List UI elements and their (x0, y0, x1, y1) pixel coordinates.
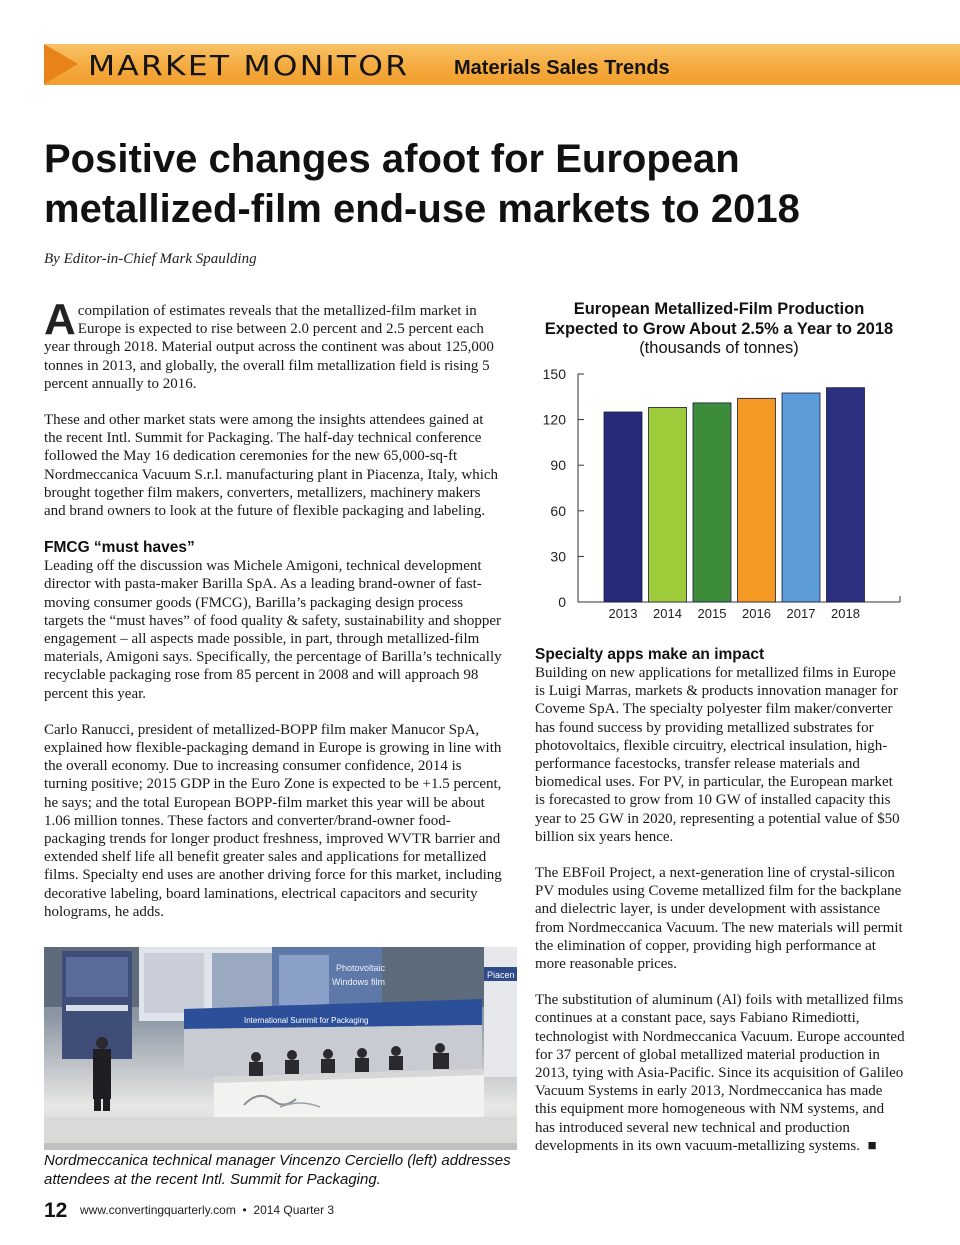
chart-title-block (536, 300, 902, 359)
x-tick-label: 2014 (653, 606, 682, 621)
y-tick-label: 30 (550, 548, 566, 565)
section-subtitle: Materials Sales Trends (454, 57, 670, 79)
screen-text: Photovoltaic (336, 963, 386, 973)
paragraph: Carlo Ranucci, president of metallized-BOPP film maker Manucor SpA, explained how flexible-packaging demand in Europe is growing in line with the overall economy. Due to increasing consumer confidence, 2014 is turning positive; 2015 GDP in the Euro Zone is expected to be +1.5 percent, he says; and the total European BOPP-film market this year will be about 1.06 million tonnes. These factors and converter/brand-owner food-packaging trends for longer product freshness, improved WVTR barrier and extended shelf life all benefit greater sales and applications for metallized films. Specialty end uses are another driving force for this market, including decorative labeling, board laminations, electrical capacitors and security holograms, he adds. (44, 721, 502, 920)
arrow-icon (44, 44, 78, 84)
bar-2017 (782, 393, 820, 602)
conference-photo (44, 947, 517, 1150)
left-column (44, 295, 502, 921)
screen-text: Piacen (487, 970, 515, 980)
x-tick-label: 2013 (608, 606, 638, 621)
bar-2013 (604, 412, 642, 602)
bar-2018 (827, 388, 865, 602)
x-tick-label: 2017 (786, 606, 816, 621)
chart-subtitle: (thousands of tonnes) (639, 339, 799, 357)
x-tick-label: 2016 (742, 606, 771, 621)
paragraph-intro-text: compilation of estimates reveals that the metallized-film market in Europe is expected to rise between 2.0 percent and 2.5 percent each year through 2018. Material output across the continent was about 125,000 tonnes in 2013, and globally, the overall film metallization field is rising 5 percent annually to 2016. (44, 303, 494, 392)
paragraph-final (535, 991, 905, 1155)
screen-text: International Summit for Packaging (244, 1016, 369, 1025)
subhead-fmcg: FMCG “must haves” (44, 539, 195, 557)
footer-info (80, 1203, 334, 1217)
end-mark-icon: ■ (867, 1137, 877, 1154)
article-headline: Positive changes afoot for European metallized-film end-use markets to 2018 (44, 137, 800, 231)
drop-cap: A (44, 295, 76, 344)
y-tick-label: 0 (558, 594, 566, 610)
y-tick-label: 150 (542, 366, 566, 382)
bar-2014 (649, 407, 687, 602)
section-title: MARKET MONITOR (88, 49, 410, 82)
paragraph-intro (44, 295, 502, 393)
chart-title: European Metallized-Film Production Expected to Grow About 2.5% a Year to 2018 (544, 300, 894, 338)
paragraph: Leading off the discussion was Michele Amigoni, technical development director with pasta-maker Barilla SpA. As a leading brand-owner of fast-moving consumer goods (FMCG), Barilla’s packaging design process targets the “must haves” of food quality & safety, sustainability and shopper engagement – all aspects made possible, in part, through metallized-film materials, Amigoni says. Specifically, the percentage of Barilla’s technically recyclable packaging rose from 85 percent in 2008 and will approach 98 percent this year. (44, 558, 502, 702)
y-tick-label: 120 (542, 411, 566, 428)
screen-text: Windows film (332, 977, 386, 987)
y-tick-label: 90 (550, 457, 566, 474)
footer-separator: • (242, 1203, 247, 1217)
footer-issue: 2014 Quarter 3 (253, 1203, 335, 1217)
bar-2015 (693, 403, 731, 602)
subhead-specialty: Specialty apps make an impact (535, 646, 765, 663)
byline: By Editor-in-Chief Mark Spaulding (44, 251, 257, 267)
right-column (535, 645, 905, 1155)
paragraph: Building on new applications for metallized films in Europe is Luigi Marras, markets & products innovation manager for Coveme SpA. The specialty polyester film maker/converter has found success by providing metallized substrates for photovoltaics, flexible circuitry, electrical insulation, high-performance facestocks, transfer release materials and biomedical uses. For PV, in particular, the European market is forecasted to grow from 10 GW of installed capacity this year to 25 GW in 2020, representing a potential value of $50 billion six years hence. (535, 665, 900, 845)
paragraph-final-text: The substitution of aluminum (Al) foils with metallized films continues at a constant pace, says Fabiano Rimediotti, technologist with Nordmeccanica Vacuum. Europe accounted for 37 percent of global metallized material production in 2013, tying with Asia-Pacific. Since its acquisition of Galileo Vacuum Systems in early 2013, Nordmeccanica has made this equipment more homogeneous with NM systems, and has introduced several new technical and production developments in its own vacuum-metallizing systems. (535, 992, 905, 1154)
photo-caption: Nordmeccanica technical manager Vincenzo Cerciello (left) addresses attendees at the recent Intl. Summit for Packaging. (44, 1152, 511, 1188)
footer-site: www.convertingquarterly.com (80, 1203, 236, 1217)
bar-chart (530, 362, 910, 624)
x-tick-label: 2018 (831, 606, 860, 621)
paragraph: These and other market stats were among the insights attendees gained at the recent Intl. Summit for Packaging. The half-day technical conference followed the May 16 dedication ceremonies for the new 65,000-sq-ft Nordmeccanica Vacuum S.r.l. manufacturing plant in Piacenza, Italy, which brought together film makers, converters, metallizers, machinery makers and brand owners to look at the future of flexible packaging and labeling. (44, 412, 499, 520)
x-tick-label: 2015 (697, 606, 727, 621)
paragraph: The EBFoil Project, a next-generation line of crystal-silicon PV modules using Coveme metallized film for the backplane and dielectric layer, is under development with assistance from Nordmeccanica Vacuum. The new materials will permit the elimination of copper, providing high performance at more reasonable prices. (535, 865, 903, 973)
y-tick-label: 60 (550, 502, 566, 519)
bar-2016 (738, 398, 776, 602)
page-number: 12 (44, 1199, 68, 1222)
